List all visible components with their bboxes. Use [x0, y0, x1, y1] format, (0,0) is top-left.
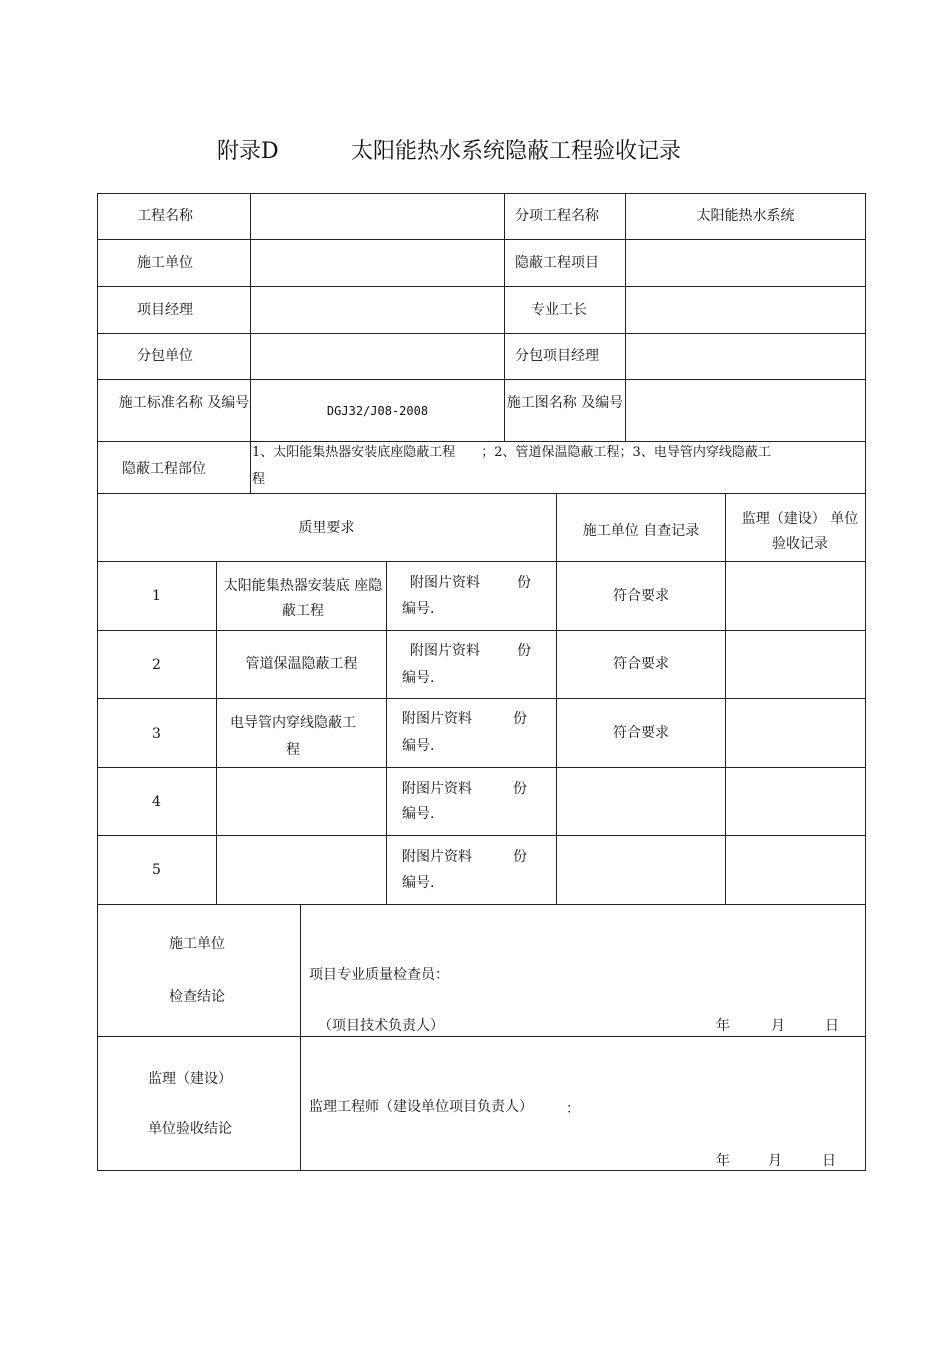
- attachment-number: 编号.: [402, 601, 435, 617]
- date-day: 日: [825, 1018, 839, 1034]
- date-month: 月: [768, 1153, 782, 1169]
- row-divider: [97, 286, 866, 287]
- row-divider: [97, 441, 866, 442]
- self-check-result: 符合要求: [613, 656, 669, 672]
- date-year: 年: [716, 1018, 730, 1034]
- tech-lead-label: （项目技术负责人）: [318, 1018, 444, 1034]
- attachment-unit: 份: [513, 781, 527, 797]
- sub-project-value: 太阳能热水系统: [696, 208, 795, 224]
- record-table: [97, 193, 866, 1171]
- sub-manager-label: 分包项目经理: [515, 348, 599, 364]
- self-check-result: 符合要求: [613, 588, 669, 604]
- date-day: 日: [822, 1153, 836, 1169]
- item-number: 2: [152, 657, 161, 673]
- item-number: 5: [152, 862, 161, 878]
- supervision-conclusion-label: 监理（建设）: [148, 1071, 232, 1087]
- supervision-conclusion-label: 单位验收结论: [148, 1121, 232, 1137]
- project-name-label: 工程名称: [137, 208, 193, 224]
- row-divider: [97, 561, 866, 562]
- attachment-unit: 份: [517, 643, 531, 659]
- foreman-label: 专业工长: [531, 302, 587, 318]
- col-divider: [625, 193, 626, 441]
- attachment-label: 附图片资料: [410, 575, 480, 591]
- subcontractor-label: 分包单位: [137, 348, 193, 364]
- quality-inspector-label: 项目专业质量检查员：: [309, 967, 449, 983]
- row-divider: [97, 767, 866, 768]
- col-divider: [725, 493, 726, 904]
- supervision-header: 监理（建设） 单位验收记录: [741, 511, 859, 552]
- engineer-colon: ：: [566, 1101, 580, 1117]
- location-line2: 程: [252, 472, 266, 487]
- location-label: 隐蔽工程部位: [122, 461, 206, 477]
- location-line1: 1、太阳能集热器安装底座隐蔽工程 ；2、管道保温隐蔽工程；3、电导管内穿线隐蔽工: [252, 445, 771, 460]
- attachment-unit: 份: [517, 575, 531, 591]
- supervising-engineer-label: 监理工程师（建设单位项目负责人）: [309, 1099, 533, 1115]
- attachment-label: 附图片资料: [410, 643, 480, 659]
- row-divider: [97, 904, 866, 905]
- construction-conclusion-label: 检查结论: [169, 989, 225, 1005]
- attachment-label: 附图片资料: [402, 849, 472, 865]
- standard-value: DGJ32/J08-2008: [326, 404, 429, 418]
- date-year: 年: [716, 1153, 730, 1169]
- attachment-number: 编号.: [402, 806, 435, 822]
- hidden-item-label: 隐蔽工程项目: [515, 255, 599, 271]
- attachment-label: 附图片资料: [402, 781, 472, 797]
- project-manager-label: 项目经理: [137, 302, 193, 318]
- self-check-result: 符合要求: [613, 725, 669, 741]
- row-divider: [97, 1036, 866, 1037]
- col-divider: [556, 493, 557, 904]
- row-divider: [97, 379, 866, 380]
- appendix-label: 附录D: [217, 139, 279, 164]
- contractor-label: 施工单位: [137, 255, 193, 271]
- item-name: 管道保温隐蔽工程: [245, 656, 358, 672]
- item-number: 4: [152, 794, 161, 810]
- col-divider: [386, 561, 387, 904]
- document-title: [0, 134, 950, 170]
- attachment-number: 编号.: [402, 670, 435, 686]
- row-divider: [97, 835, 866, 836]
- drawing-label: 施工图名称 及编号: [506, 395, 624, 411]
- item-number: 3: [152, 726, 161, 742]
- attachment-unit: 份: [513, 849, 527, 865]
- item-name: 太阳能集热器安装底 座隐蔽工程: [223, 578, 383, 619]
- attachment-unit: 份: [513, 711, 527, 727]
- self-check-header: 施工单位 自查记录: [582, 523, 700, 539]
- row-divider: [97, 630, 866, 631]
- row-divider: [97, 239, 866, 240]
- attachment-label: 附图片资料: [402, 711, 472, 727]
- row-divider: [97, 493, 866, 494]
- row-divider: [97, 698, 866, 699]
- item-name: 电导管内穿线隐蔽工 程: [230, 715, 356, 758]
- col-divider: [300, 904, 301, 1171]
- page-title: 太阳能热水系统隐蔽工程验收记录: [351, 139, 682, 164]
- construction-conclusion-label: 施工单位: [169, 936, 225, 952]
- item-number: 1: [152, 588, 161, 604]
- requirements-header: 质里要求: [298, 520, 355, 536]
- col-divider: [216, 561, 217, 904]
- sub-project-label: 分项工程名称: [515, 208, 599, 224]
- attachment-number: 编号.: [402, 738, 435, 754]
- col-divider: [250, 441, 251, 493]
- date-month: 月: [771, 1018, 785, 1034]
- attachment-number: 编号.: [402, 875, 435, 891]
- standard-label: 施工标准名称 及编号: [118, 395, 250, 411]
- row-divider: [97, 333, 866, 334]
